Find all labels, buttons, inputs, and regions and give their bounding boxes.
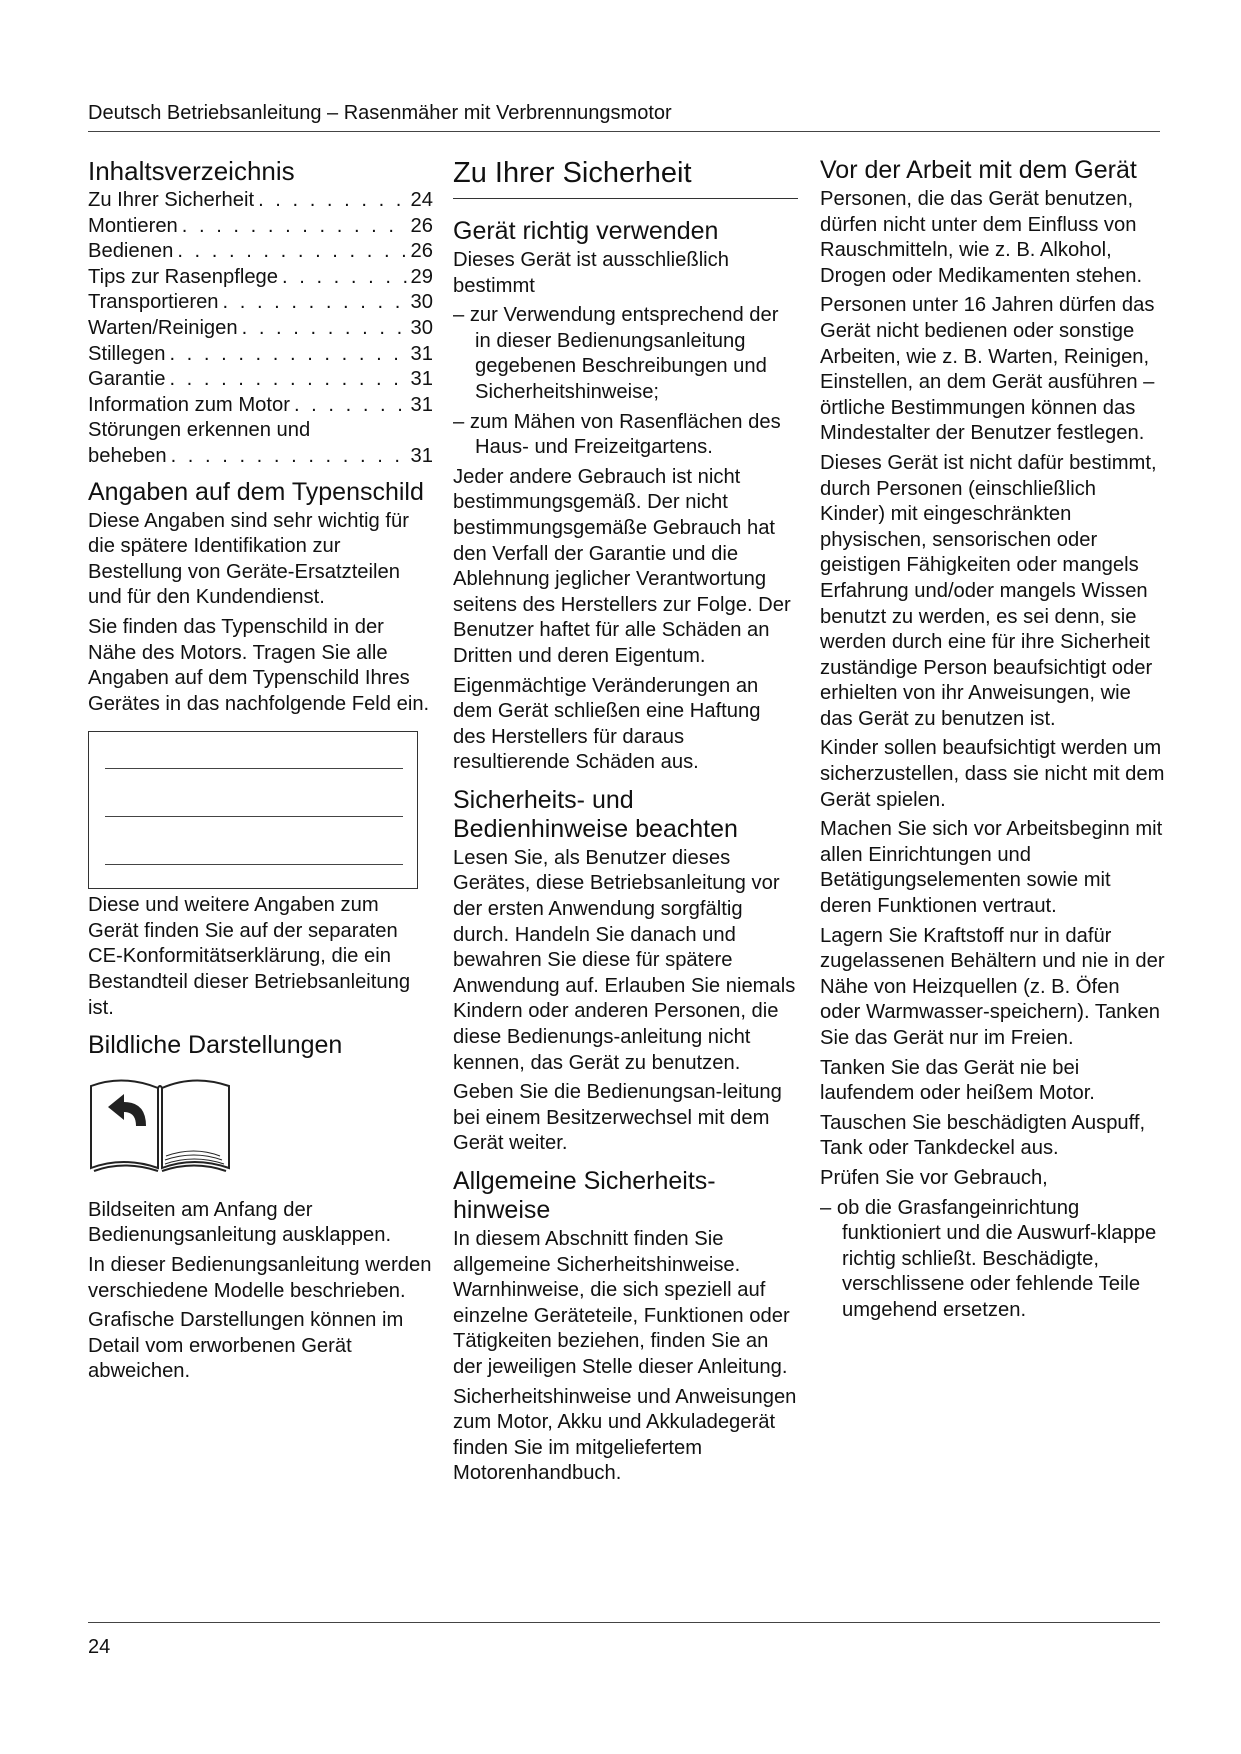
- toc-entry-line1: Störungen erkennen und: [88, 419, 311, 442]
- sicherheit-heading: Zu Ihrer Sicherheit: [453, 156, 798, 199]
- column-middle: [453, 156, 798, 1491]
- typenschild-paragraph: Diese Angaben sind sehr wichtig für die spätere Identifikation zur Bestellung von Geräte-Ersatzteilen und für den Kundendienst.: [88, 509, 409, 609]
- running-header: Deutsch Betriebsanleitung – Rasenmäher mit Verbrennungsmotor: [88, 101, 1160, 132]
- toc-entry: Bedienen . . . 26: [88, 239, 433, 265]
- nameplate-line: [105, 864, 403, 865]
- column-left: [88, 156, 433, 1389]
- hinweise-heading: Sicherheits- und Bedienhinweise beachten: [453, 785, 738, 843]
- toc-entry: Garantie . . . 31: [88, 367, 433, 393]
- hinweise-paragraph: Lesen Sie, als Benutzer dieses Gerätes, diese Betriebsanleitung vor der ersten Anwendung sorgfältig durch. Handeln Sie danach und bewahren Sie diese für spätere Anwendung auf. Erlauben Sie niemals Kindern oder anderen Personen, die diese Bedienungs-anleitung nicht kennen, das Gerät zu benutzen.: [453, 846, 796, 1074]
- bildliche-heading: Bildliche Darstellungen: [88, 1031, 343, 1060]
- typenschild-paragraph: Diese und weitere Angaben zum Gerät finden Sie auf der separaten CE-Konformitätserklärung, die ein Bestandteil dieser Betriebsanleitung ist.: [88, 894, 411, 1019]
- vorarbeit-paragraph: Lagern Sie Kraftstoff nur in dafür zugelassenen Behältern und nie in der Nähe von Heizquellen (z. B. Öfen oder Warmwasser-speichern). Tanken Sie das Gerät nur im Freien.: [820, 924, 1165, 1049]
- column-right: [820, 156, 1165, 1328]
- vorarbeit-paragraph: Tanken Sie das Gerät nie bei laufendem oder heißem Motor.: [820, 1056, 1095, 1105]
- toc-entry: Montieren . . . 26: [88, 214, 433, 240]
- open-book-icon: [88, 1074, 433, 1182]
- nameplate-form: [88, 731, 418, 889]
- richtig-heading: Gerät richtig verwenden: [453, 217, 719, 245]
- richtig-paragraph: Jeder andere Gebrauch ist nicht bestimmungsgemäß. Der nicht bestimmungsgemäße Gebrauch hat den Verfall der Garantie und die Ablehnung jeglicher Verantwortung seitens des Herstellers zur Folge. Der Benutzer haftet für alle Schäden an Dritten und deren Eigentum.: [453, 465, 791, 667]
- toc-heading: Inhaltsverzeichnis: [88, 156, 295, 186]
- bildliche-paragraph: In dieser Bedienungsanleitung werden verschiedene Modelle beschrieben.: [88, 1254, 432, 1302]
- typenschild-paragraph: Sie finden das Typenschild in der Nähe des Motors. Tragen Sie alle Angaben auf dem Typenschild Ihres Gerätes in das nachfolgende Feld ein.: [88, 615, 430, 715]
- vorarbeit-paragraph: Tauschen Sie beschädigten Auspuff, Tank oder Tankdeckel aus.: [820, 1111, 1146, 1160]
- list-item: – ob die Grasfangeinrichtung funktioniert und die Auswurf-klappe richtig schließt. Beschädigte, verschlissene oder fehlende Teile umgehend ersetzen.: [820, 1196, 1157, 1321]
- list-item: – zum Mähen von Rasenflächen des Haus- und Freizeitgartens.: [453, 410, 781, 459]
- table-of-contents: [88, 188, 433, 470]
- nameplate-line: [105, 768, 403, 769]
- allgemein-heading: Allgemeine Sicherheits-hinweise: [453, 1167, 716, 1224]
- hinweise-paragraph: Geben Sie die Bedienungsan-leitung bei einem Besitzerwechsel mit dem Gerät weiter.: [453, 1081, 782, 1155]
- vorarbeit-paragraph: Dieses Gerät ist nicht dafür bestimmt, durch Personen (einschließlich Kinder) mit eingeschränkten physischen, sensorischen oder geistigen Fähigkeiten oder mangels Erfahrung und/oder mangels Wissen benutzt zu werden, es sei denn, sie werden durch eine für ihre Sicherheit zuständige Person beaufsichtigt oder erhielten von ihr Anweisungen, wie das Gerät zu benutzen ist.: [820, 451, 1157, 730]
- vorarbeit-paragraph: Machen Sie sich vor Arbeitsbeginn mit allen Einrichtungen und Betätigungselementen sowie mit deren Funktionen vertraut.: [820, 818, 1163, 918]
- toc-entry: beheben . . . 31: [88, 444, 433, 470]
- vorarbeit-paragraph: Personen, die das Gerät benutzen, dürfen nicht unter dem Einfluss von Rauschmitteln, wie z. B. Alkohol, Drogen oder Medikamenten stehen.: [820, 188, 1143, 287]
- richtig-paragraph: Dieses Gerät ist ausschließlich bestimmt: [453, 249, 729, 297]
- toc-entry: Stillegen . . . 31: [88, 342, 433, 368]
- page-number: 24: [88, 1636, 111, 1658]
- toc-entry: Information zum Motor . . . 31: [88, 393, 433, 419]
- typenschild-heading: Angaben auf dem Typenschild: [88, 477, 424, 506]
- toc-entry: Tips zur Rasenpflege . . . 29: [88, 265, 433, 291]
- nameplate-line: [105, 816, 403, 817]
- toc-entry: Warten/Reinigen . . . 30: [88, 316, 433, 342]
- bildliche-paragraph: Grafische Darstellungen können im Detail vom erworbenen Gerät abweichen.: [88, 1309, 404, 1383]
- footer-rule: [88, 1622, 1160, 1623]
- vorarbeit-heading: Vor der Arbeit mit dem Gerät: [820, 156, 1137, 184]
- toc-entry: Transportieren . . . 30: [88, 290, 433, 316]
- list-item: – zur Verwendung entsprechend der in dieser Bedienungsanleitung gegebenen Beschreibungen und Sicherheitshinweise;: [453, 304, 779, 403]
- allgemein-paragraph: In diesem Abschnitt finden Sie allgemeine Sicherheitshinweise. Warnhinweise, die sich speziell auf einzelne Geräteteile, Funktionen oder Tätigkeiten beziehen, finden Sie an der jeweiligen Stelle dieser Anleitung.: [453, 1228, 790, 1378]
- bildliche-paragraph: Bildseiten am Anfang der Bedienungsanleitung ausklappen.: [88, 1198, 392, 1247]
- toc-entry: Zu Ihrer Sicherheit . . . 24: [88, 188, 433, 214]
- richtig-paragraph: Eigenmächtige Veränderungen an dem Gerät schließen eine Haftung des Herstellers für daraus resultierende Schäden aus.: [453, 674, 761, 774]
- vorarbeit-paragraph: Personen unter 16 Jahren dürfen das Gerät nicht bedienen oder sonstige Arbeiten, wie z. B. Warten, Reinigen, Einstellen, an dem Gerät ausführen – örtliche Bestimmungen können das Mindestalter der Benutzer festlegen.: [820, 294, 1155, 445]
- allgemein-paragraph: Sicherheitshinweise und Anweisungen zum Motor, Akku und Akkuladegerät finden Sie im mitgeliefertem Motorenhandbuch.: [453, 1385, 797, 1485]
- vorarbeit-paragraph: Kinder sollen beaufsichtigt werden um sicherzustellen, dass sie nicht mit dem Gerät spielen.: [820, 737, 1165, 811]
- vorarbeit-paragraph: Prüfen Sie vor Gebrauch,: [820, 1166, 1048, 1189]
